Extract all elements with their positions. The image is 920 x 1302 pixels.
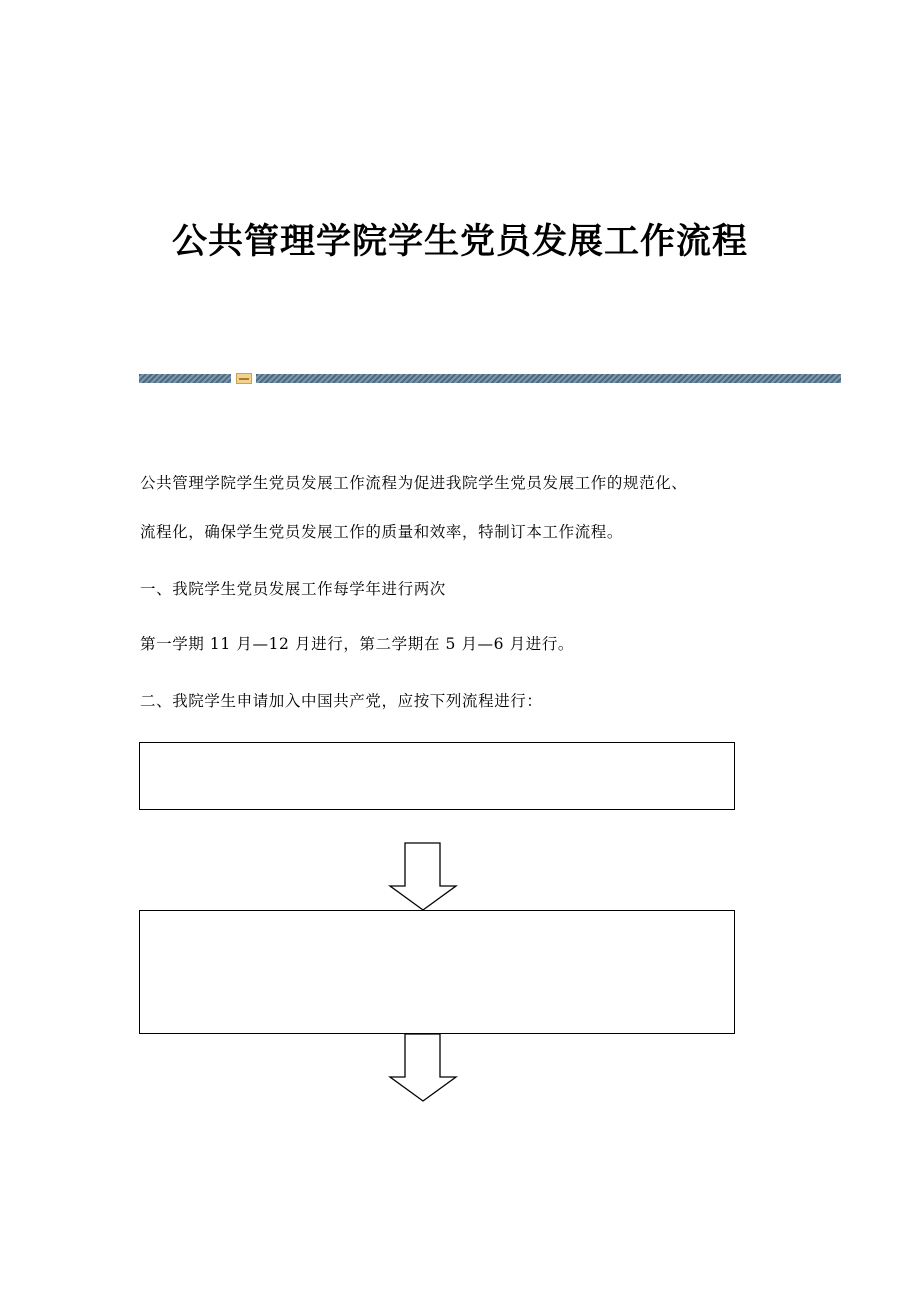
divider-ornament-icon [236, 373, 252, 384]
semester-schedule-text: 第一学期 11 月—12 月进行，第二学期在 5 月—6 月进行。 [140, 635, 575, 653]
flow-step-box-1 [139, 742, 735, 810]
intro-paragraph-line-2: 流程化，确保学生党员发展工作的质量和效率，特制订本工作流程。 [140, 523, 624, 541]
intro-paragraph-line-1: 公共管理学院学生党员发展工作流程为促进我院学生党员发展工作的规范化、 [140, 474, 688, 492]
title-divider-right [256, 374, 841, 383]
down-arrow-icon [388, 1033, 460, 1103]
title-divider-left [139, 374, 231, 383]
document-title: 公共管理学院学生党员发展工作流程 [171, 221, 748, 262]
section-two-heading: 二、我院学生申请加入中国共产党，应按下列流程进行： [140, 692, 543, 710]
flow-step-box-2 [139, 910, 735, 1034]
section-one-heading: 一、我院学生党员发展工作每学年进行两次 [140, 580, 446, 598]
down-arrow-icon [388, 842, 460, 912]
